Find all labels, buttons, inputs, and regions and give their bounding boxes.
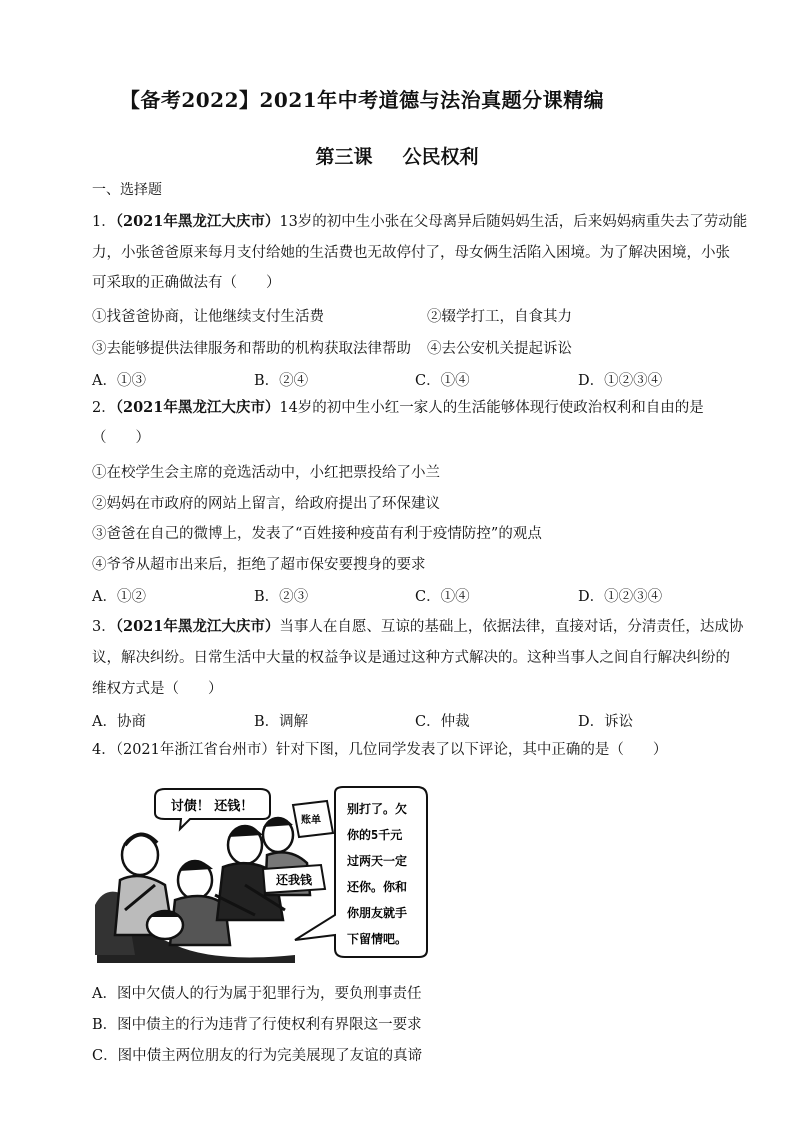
cartoon-bubble-line-5: 你朋友就手 xyxy=(347,906,408,920)
q1-statement-1: ①找爸爸协商，让他继续支付生活费 xyxy=(92,309,324,325)
cartoon-bubble-line-2: 你的5千元 xyxy=(347,828,403,842)
q1-statement-3: ③去能够提供法律服务和帮助的机构获取法律帮助 xyxy=(92,341,411,357)
q2-line-1: 2．（2021年黑龙江大庆市）14岁的初中生小红一家人的生活能够体现行使政治权利和自由的是 xyxy=(92,399,704,416)
q3-option-b: B．调解 xyxy=(254,714,309,730)
q1-line-2: 力，小张爸爸原来每月支付给她的生活费也无故停付了，母女俩生活陷入困境。为了解决困境，小张 xyxy=(92,245,730,261)
section-heading: 一、选择题 xyxy=(92,182,162,198)
q3-option-c: C．仲裁 xyxy=(415,714,470,730)
q1-option-d: D．①②③④ xyxy=(578,373,663,389)
lesson-number: 第三课 xyxy=(315,146,373,168)
q4-option-b: B．图中债主的行为违背了行使权利有界限这一要求 xyxy=(92,1017,422,1033)
q1-line-1: 1．（2021年黑龙江大庆市）13岁的初中生小张在父母离异后随妈妈生活，后来妈妈病重失去了劳动能 xyxy=(92,213,748,230)
cartoon-sign-text: 还我钱 xyxy=(275,873,313,887)
q4-line-1: 4．（2021年浙江省台州市）针对下图，几位同学发表了以下评论，其中正确的是（ ） xyxy=(92,742,668,758)
cartoon-shout-text: 讨债！ 还钱！ xyxy=(170,799,254,814)
cartoon-bill-text: 账单 xyxy=(301,815,321,826)
q1-statement-2: ②辍学打工，自食其力 xyxy=(427,309,572,325)
q3-line-2: 议，解决纠纷。日常生活中大量的权益争议是通过这种方式解决的。这种当事人之间自行解决纠纷的 xyxy=(92,650,730,666)
q1-line-3: 可采取的正确做法有（ ） xyxy=(92,275,281,291)
q2-line-2: （ ） xyxy=(92,430,150,446)
debt-collection-cartoon xyxy=(95,785,430,963)
q3-line-1: 3．（2021年黑龙江大庆市）当事人在自愿、互谅的基础上，依据法律，直接对话，分清责任，达成协 xyxy=(92,618,744,635)
q2-option-b: B．②③ xyxy=(254,589,309,605)
q2-statement-2: ②妈妈在市政府的网站上留言，给政府提出了环保建议 xyxy=(92,496,440,512)
q1-option-b: B．②④ xyxy=(254,373,309,389)
lesson-heading xyxy=(0,142,794,169)
q2-option-a: A．①② xyxy=(92,589,146,605)
q2-statement-3: ③爸爸在自己的微博上，发表了“百姓接种疫苗有利于疫情防控”的观点 xyxy=(92,526,542,542)
q3-option-a: A．协商 xyxy=(92,714,146,730)
q2-option-c: C．①④ xyxy=(415,589,470,605)
q3-option-d: D．诉讼 xyxy=(578,714,634,730)
document-title: 【备考2022】2021年中考道德与法治真题分课精编 xyxy=(119,88,605,112)
cartoon-bubble-line-4: 还你。你和 xyxy=(347,880,408,894)
q4-option-c: C．图中债主两位朋友的行为完美展现了友谊的真谛 xyxy=(92,1048,423,1064)
q3-line-3: 维权方式是（ ） xyxy=(92,681,223,697)
cartoon-bubble-line-3: 过两天一定 xyxy=(347,854,408,868)
cartoon-bubble-line-1: 别打了。欠 xyxy=(347,802,408,816)
q2-statement-1: ①在校学生会主席的竞选活动中，小红把票投给了小兰 xyxy=(92,465,440,481)
q2-statement-4: ④爷爷从超市出来后，拒绝了超市保安要搜身的要求 xyxy=(92,557,426,573)
q4-option-a: A．图中欠债人的行为属于犯罪行为，要负刑事责任 xyxy=(92,986,422,1002)
q2-option-d: D．①②③④ xyxy=(578,589,663,605)
lesson-topic: 公民权利 xyxy=(402,146,479,168)
q1-statement-4: ④去公安机关提起诉讼 xyxy=(427,341,572,357)
q1-option-a: A．①③ xyxy=(92,373,146,389)
q1-option-c: C．①④ xyxy=(415,373,470,389)
cartoon-bubble-line-6: 下留情吧。 xyxy=(347,932,408,946)
